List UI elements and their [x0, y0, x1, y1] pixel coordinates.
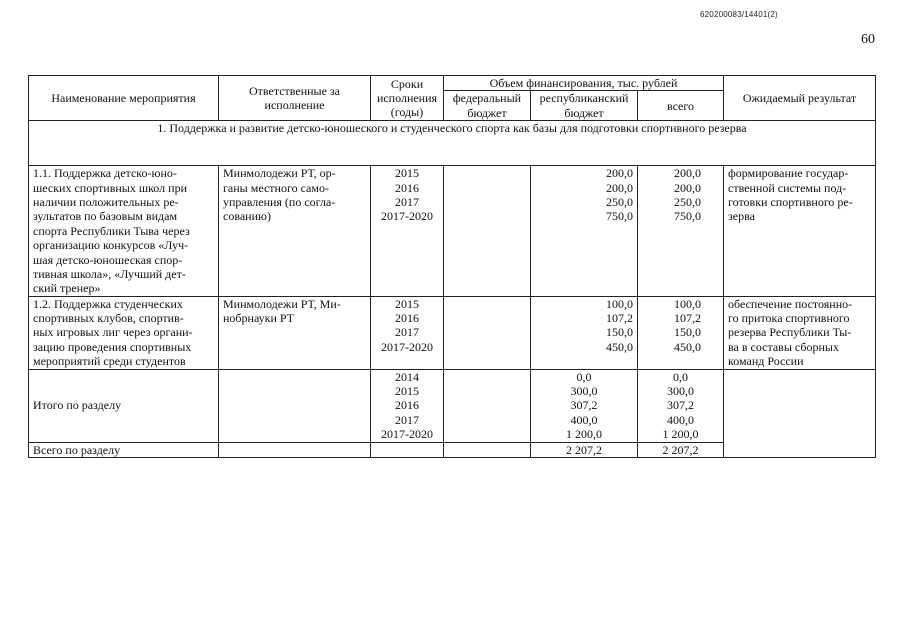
text-line: Минмолодежи РТ, Ми- [223, 296, 341, 311]
text-line: 2014 [395, 369, 419, 384]
years-cell [371, 369, 444, 442]
text-line: исполнения [376, 90, 438, 105]
text-line: ственной системы под- [728, 180, 847, 195]
text-line: 1 200,0 [662, 427, 699, 442]
section-title: 1. Поддержка и развитие детско-юношеского и студенческого спорта как базы для подготовки спортивного резерва [29, 121, 876, 166]
text-line: шеских спортивных школ при [33, 180, 187, 195]
result-cell [724, 296, 876, 369]
text-line: мероприятий среди студентов [33, 354, 186, 369]
text-line: 450,0 [674, 339, 701, 354]
table-row [29, 296, 876, 369]
header-expected-result: Ожидаемый результат [724, 76, 876, 121]
text-line: 750,0 [606, 209, 633, 224]
text-line: 2016 [395, 180, 419, 195]
text-line: 2015 [395, 384, 419, 399]
result-cell [724, 369, 876, 457]
total-cell [638, 296, 724, 369]
header-name: Наименование мероприятия [29, 76, 219, 121]
text-line: 107,2 [606, 311, 633, 326]
text-line: 2015 [395, 166, 419, 181]
text-line: 100,0 [674, 296, 701, 311]
republican-cell: 2 207,2 [531, 442, 638, 457]
text-line: наличии положительных ре- [33, 194, 179, 209]
text-line: 150,0 [674, 325, 701, 340]
text-line: 450,0 [606, 339, 633, 354]
total-cell [638, 369, 724, 442]
section-title-row [29, 121, 876, 166]
text-line: 2017-2020 [381, 427, 433, 442]
text-line: 0,0 [673, 369, 688, 384]
page-number: 60 [861, 32, 875, 47]
table-row [29, 166, 876, 297]
responsible-cell [219, 296, 371, 369]
text-line: команд России [728, 354, 804, 369]
text-line: 2017-2020 [381, 209, 433, 224]
text-line: 1.2. Поддержка студенческих [33, 296, 183, 311]
header-financing: Объем финансирования, тыс. рублей [444, 76, 724, 91]
text-line: зацию проведения спортивных [33, 339, 192, 354]
text-line: сованию) [223, 209, 271, 224]
text-line: резерва Республики Ты- [728, 325, 852, 340]
text-line: 250,0 [674, 194, 701, 209]
text-line: Сроки [390, 76, 424, 91]
header-federal [444, 91, 531, 121]
responsible-cell [219, 369, 371, 442]
grand-total-label: Всего по разделу [29, 442, 219, 457]
text-line: 2017-2020 [381, 339, 433, 354]
text-line: 2015 [395, 296, 419, 311]
text-line: Ответственные за [248, 83, 340, 98]
text-line: ва в составы сборных [728, 339, 839, 354]
text-line: республиканский [539, 91, 629, 106]
text-line: бюджет [564, 105, 604, 120]
text-line: 1 200,0 [566, 427, 602, 442]
text-line: бюджет [467, 105, 507, 120]
total-cell [638, 166, 724, 297]
text-line: ганы местного само- [223, 180, 329, 195]
header-total: всего [638, 91, 724, 121]
federal-cell [444, 369, 531, 442]
text-line: тивная школа», «Лучший дет- [33, 266, 186, 281]
text-line: 1.1. Поддержка детско-юно- [33, 166, 177, 181]
federal-cell [444, 166, 531, 297]
text-line: ский тренер» [33, 281, 101, 296]
text-line: 400,0 [667, 412, 694, 427]
years-cell [371, 296, 444, 369]
text-line: формирование государ- [728, 166, 849, 181]
text-line: 307,2 [667, 398, 694, 413]
subtotal-label: Итого по разделу [29, 369, 219, 442]
text-line: (годы) [390, 105, 424, 120]
text-line: 300,0 [667, 384, 694, 399]
federal-cell [444, 442, 531, 457]
text-line: 250,0 [606, 194, 633, 209]
text-line: 750,0 [674, 209, 701, 224]
total-cell: 2 207,2 [638, 442, 724, 457]
text-line: готовки спортивного ре- [728, 194, 853, 209]
text-line: 200,0 [606, 180, 633, 195]
text-line: исполнение [264, 98, 325, 113]
text-line: 150,0 [606, 325, 633, 340]
document-id: 620200083/14401(2) [700, 10, 778, 19]
text-line: спорта Республики Тыва через [33, 223, 190, 238]
header-row-1 [29, 76, 876, 91]
text-line: организацию конкурсов «Луч- [33, 238, 189, 253]
text-line: Минмолодежи РТ, ор- [223, 166, 336, 181]
result-cell [724, 166, 876, 297]
text-line: 0,0 [576, 369, 592, 384]
text-line: го притока спортивного [728, 311, 850, 326]
text-line: обеспечение постоянно- [728, 296, 853, 311]
header-terms [371, 76, 444, 121]
text-line: 307,2 [570, 398, 598, 413]
activity-name [29, 166, 219, 297]
republican-cell [531, 166, 638, 297]
text-line: 200,0 [674, 180, 701, 195]
header-republican [531, 91, 638, 121]
text-line: 107,2 [674, 311, 701, 326]
text-line: 100,0 [606, 296, 633, 311]
text-line: 200,0 [606, 166, 633, 181]
text-line: федеральный [452, 91, 522, 106]
responsible-cell [219, 166, 371, 297]
text-line: ных игровых лиг через органи- [33, 325, 193, 340]
text-line: 2017 [395, 412, 419, 427]
text-line: 2016 [395, 398, 419, 413]
text-line: зерва [728, 209, 755, 224]
federal-cell [444, 296, 531, 369]
text-line: 200,0 [674, 166, 701, 181]
text-line: зультатов по базовым видам [33, 209, 178, 224]
years-cell [371, 166, 444, 297]
header-responsible [219, 76, 371, 121]
republican-cell [531, 296, 638, 369]
text-line: нобрнауки РТ [223, 311, 295, 326]
responsible-cell [219, 442, 371, 457]
years-cell [371, 442, 444, 457]
activity-name [29, 296, 219, 369]
text-line: спортивных клубов, спортив- [33, 311, 184, 326]
text-line: шая детско-юношеская спор- [33, 252, 183, 267]
text-line: 300,0 [570, 384, 598, 399]
text-line: 2016 [395, 311, 419, 326]
republican-cell [531, 369, 638, 442]
text-line: 400,0 [570, 412, 598, 427]
financing-table [28, 75, 876, 458]
text-line: 2017 [395, 325, 419, 340]
subtotal-row [29, 369, 876, 442]
text-line: 2017 [395, 194, 419, 209]
text-line: управления (по согла- [223, 194, 336, 209]
